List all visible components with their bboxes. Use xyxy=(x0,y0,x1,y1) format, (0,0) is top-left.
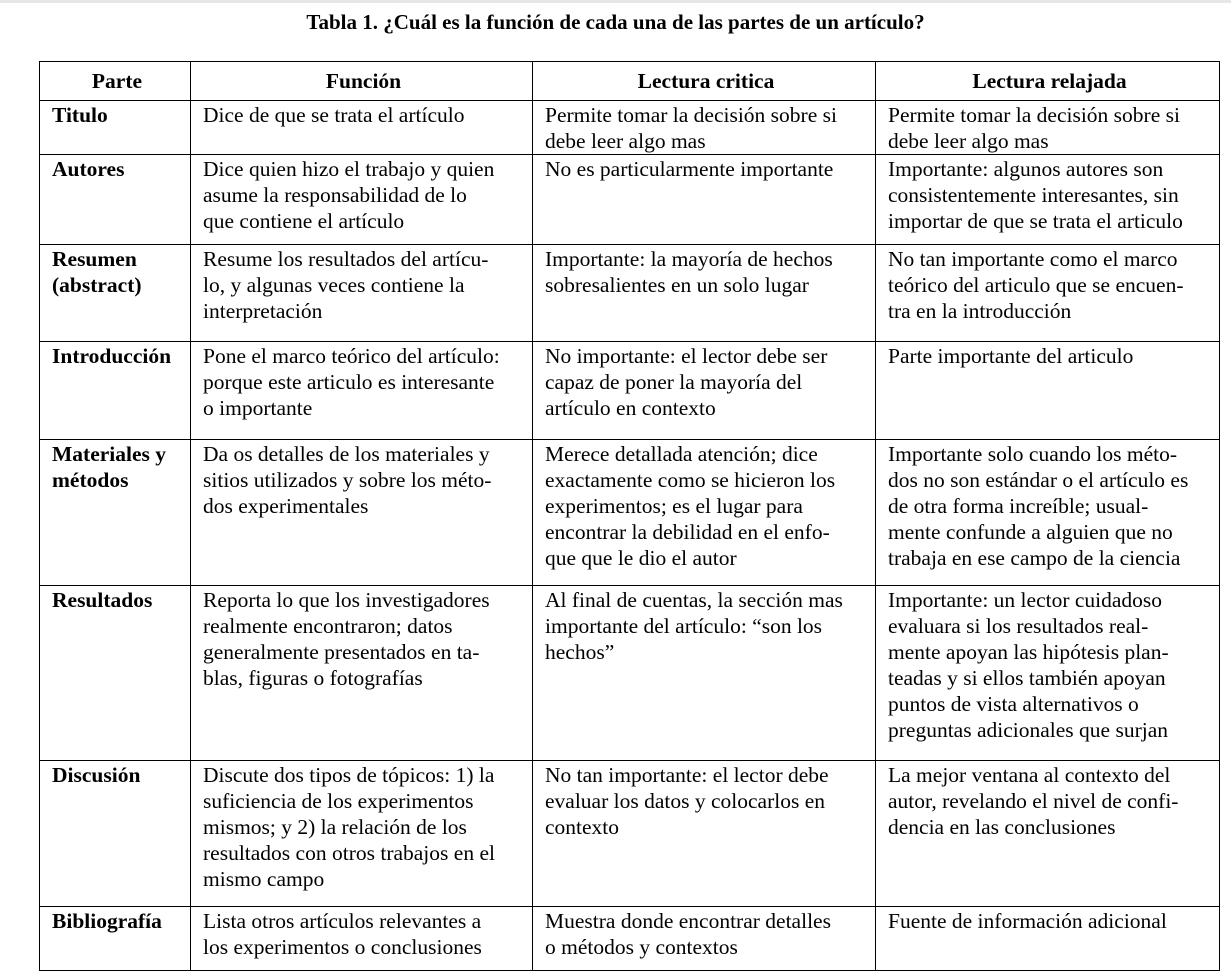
table-caption: Tabla 1. ¿Cuál es la función de cada una de las partes de un artículo? xyxy=(306,10,925,34)
relajada-cell: Parte importante del articulo xyxy=(876,342,1220,440)
relajada-cell: Fuente de información adicional xyxy=(876,907,1220,971)
table-row xyxy=(40,440,1220,586)
table-row xyxy=(40,907,1220,971)
funcion-cell: Pone el marco teórico del artículo: porque este articulo es interesante o importante xyxy=(191,342,533,440)
part-cell: Discusión xyxy=(40,761,191,907)
header-lectura-relajada: Lectura relajada xyxy=(876,62,1220,101)
top-border-line xyxy=(0,0,1231,3)
table-row xyxy=(40,342,1220,440)
part-cell: Materiales y métodos xyxy=(40,440,191,586)
part-cell: Titulo xyxy=(40,101,191,155)
table-row xyxy=(40,586,1220,761)
funcion-cell: Dice de que se trata el artículo xyxy=(191,101,533,155)
funcion-cell: Discute dos tipos de tópicos: 1) la suficiencia de los experimentos mismos; y 2) la relación de los resultados con otros trabajos en el mismo campo xyxy=(191,761,533,907)
relajada-cell: No tan importante como el marco teórico del articulo que se encuen- tra en la introducción xyxy=(876,245,1220,342)
critica-cell: Muestra donde encontrar detalles o métodos y contextos xyxy=(533,907,876,971)
header-lectura-critica: Lectura critica xyxy=(533,62,876,101)
critica-cell: No tan importante: el lector debe evaluar los datos y colocarlos en contexto xyxy=(533,761,876,907)
part-cell: Introducción xyxy=(40,342,191,440)
table-row xyxy=(40,761,1220,907)
funcion-cell: Reporta lo que los investigadores realmente encontraron; datos generalmente presentados en ta- blas, figuras o fotografías xyxy=(191,586,533,761)
part-cell: Resumen (abstract) xyxy=(40,245,191,342)
relajada-cell: Importante solo cuando los méto- dos no son estándar o el artículo es de otra forma increíble; usual- mente confunde a alguien que no trabaja en ese campo de la ciencia xyxy=(876,440,1220,586)
header-funcion: Función xyxy=(191,62,533,101)
part-cell: Bibliografía xyxy=(40,907,191,971)
part-cell: Resultados xyxy=(40,586,191,761)
relajada-cell: La mejor ventana al contexto del autor, revelando el nivel de confi- dencia en las conclusiones xyxy=(876,761,1220,907)
critica-cell: Merece detallada atención; dice exactamente como se hicieron los experimentos; es el lugar para encontrar la debilidad en el enfo- que que le dio el autor xyxy=(533,440,876,586)
critica-cell: Al final de cuentas, la sección mas importante del artículo: “son los hechos” xyxy=(533,586,876,761)
critica-cell: No importante: el lector debe ser capaz de poner la mayoría del artículo en contexto xyxy=(533,342,876,440)
funcion-cell: Dice quien hizo el trabajo y quien asume la responsabilidad de lo que contiene el artículo xyxy=(191,155,533,245)
relajada-cell: Permite tomar la decisión sobre si debe leer algo mas xyxy=(876,101,1220,155)
table-row xyxy=(40,155,1220,245)
critica-cell: Importante: la mayoría de hechos sobresalientes en un solo lugar xyxy=(533,245,876,342)
funcion-cell: Resume los resultados del artícu- lo, y algunas veces contiene la interpretación xyxy=(191,245,533,342)
critica-cell: No es particularmente importante xyxy=(533,155,876,245)
parts-table xyxy=(39,61,1220,971)
table-row xyxy=(40,245,1220,342)
relajada-cell: Importante: algunos autores son consistentemente interesantes, sin importar de que se trata el articulo xyxy=(876,155,1220,245)
header-row xyxy=(40,62,1220,101)
table-row xyxy=(40,101,1220,155)
funcion-cell: Da os detalles de los materiales y sitios utilizados y sobre los méto- dos experimentales xyxy=(191,440,533,586)
critica-cell: Permite tomar la decisión sobre si debe leer algo mas xyxy=(533,101,876,155)
relajada-cell: Importante: un lector cuidadoso evaluara si los resultados real- mente apoyan las hipótesis plan- teadas y si ellos también apoyan puntos de vista alternativos o preguntas adicionales que surjan xyxy=(876,586,1220,761)
part-cell: Autores xyxy=(40,155,191,245)
header-parte: Parte xyxy=(40,62,191,101)
funcion-cell: Lista otros artículos relevantes a los experimentos o conclusiones xyxy=(191,907,533,971)
